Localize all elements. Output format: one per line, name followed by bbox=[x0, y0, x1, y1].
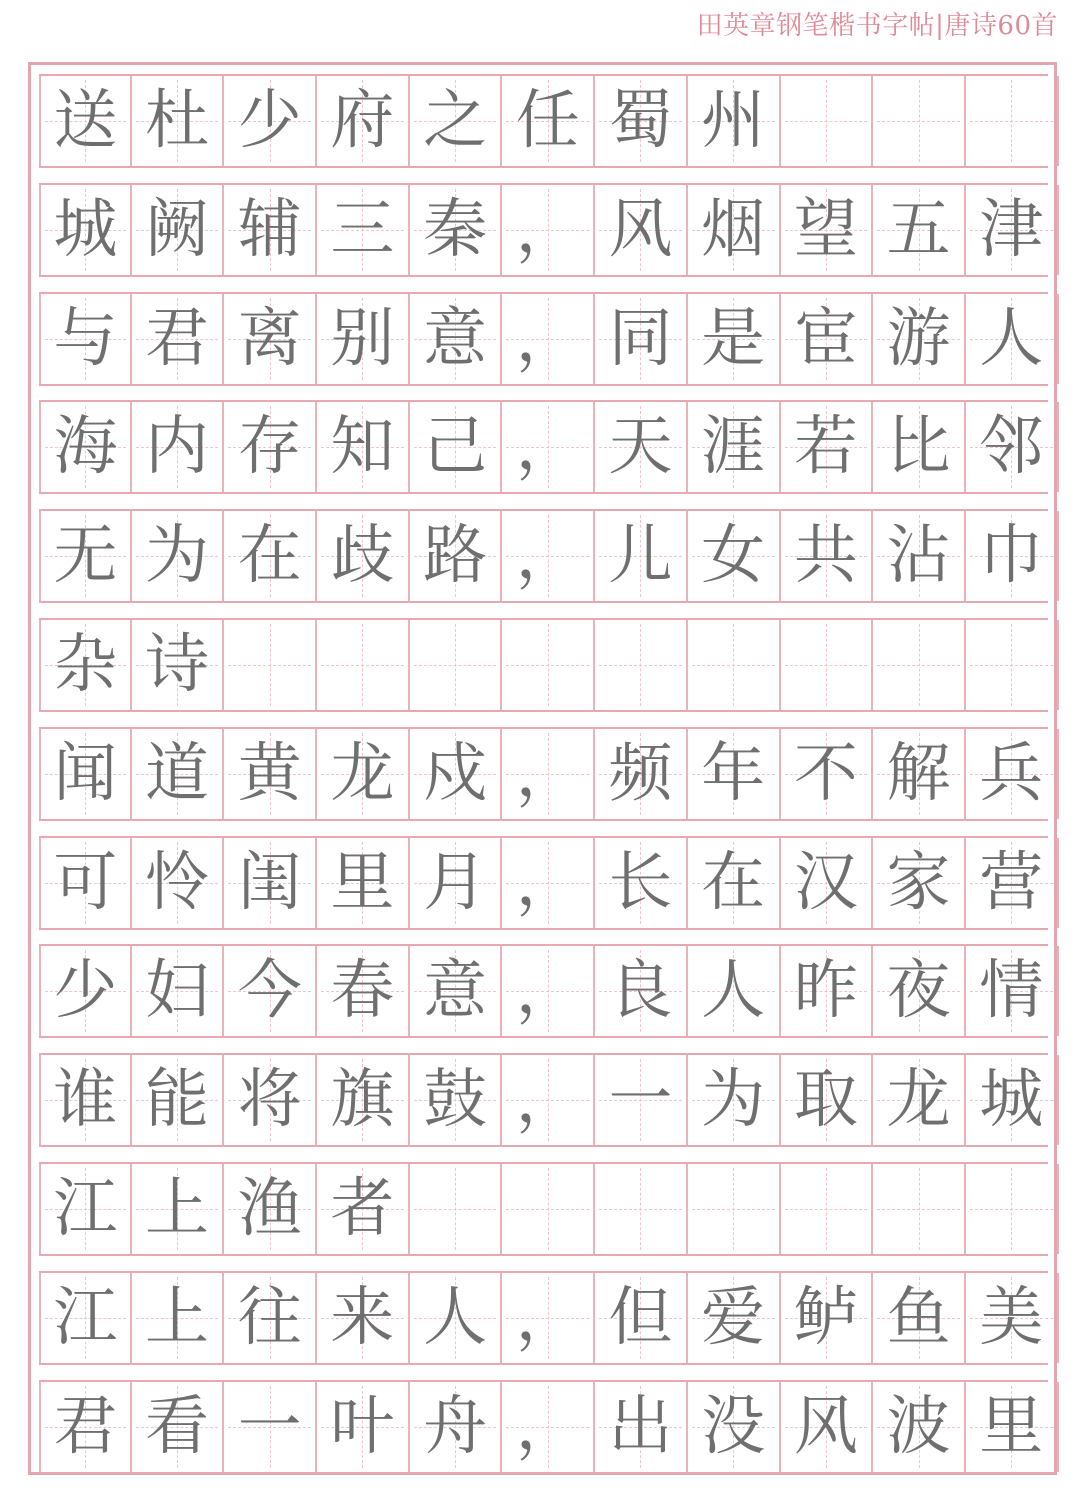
practice-character: ， bbox=[515, 519, 580, 594]
practice-character: 巾 bbox=[979, 519, 1044, 594]
grid-cell bbox=[410, 511, 503, 601]
practice-character: 月 bbox=[423, 845, 488, 920]
practice-character: 别 bbox=[330, 301, 395, 376]
practice-character: 波 bbox=[886, 1389, 951, 1464]
practice-character: 良 bbox=[608, 954, 673, 1029]
grid-cell bbox=[966, 946, 1059, 1036]
practice-character: 上 bbox=[145, 1280, 210, 1355]
grid-cell bbox=[781, 294, 874, 384]
practice-character: 君 bbox=[53, 1389, 118, 1464]
practice-character: 在 bbox=[701, 845, 766, 920]
grid-cell bbox=[688, 511, 781, 601]
grid-cell bbox=[39, 1382, 132, 1472]
grid-cell bbox=[502, 402, 595, 492]
grid-cell bbox=[595, 511, 688, 601]
grid-cell bbox=[132, 1164, 225, 1254]
grid-cell bbox=[688, 294, 781, 384]
practice-character: 为 bbox=[145, 519, 210, 594]
grid-cell bbox=[873, 946, 966, 1036]
grid-cell bbox=[966, 1382, 1059, 1472]
grid-cell bbox=[132, 402, 225, 492]
practice-character: 一 bbox=[608, 1063, 673, 1138]
practice-character: 妇 bbox=[145, 954, 210, 1029]
grid-cell bbox=[502, 1382, 595, 1472]
grid-cell bbox=[688, 402, 781, 492]
practice-character: 涯 bbox=[701, 410, 766, 485]
grid-row bbox=[39, 618, 1048, 712]
practice-character: 之 bbox=[423, 84, 488, 158]
grid-cell bbox=[595, 1164, 688, 1254]
practice-character: 共 bbox=[793, 519, 858, 594]
practice-character: ， bbox=[515, 192, 580, 267]
practice-character: 意 bbox=[423, 954, 488, 1029]
grid-cell bbox=[781, 1164, 874, 1254]
grid-cell bbox=[595, 402, 688, 492]
grid-cell bbox=[410, 185, 503, 275]
grid-cell bbox=[966, 1164, 1059, 1254]
practice-character: 君 bbox=[145, 301, 210, 376]
grid-cell bbox=[873, 1273, 966, 1363]
practice-character: 往 bbox=[237, 1280, 302, 1355]
practice-character: 任 bbox=[515, 84, 580, 158]
practice-character: 比 bbox=[886, 410, 951, 485]
grid-cell bbox=[688, 1273, 781, 1363]
practice-character: 蜀 bbox=[608, 84, 673, 158]
grid-cell bbox=[595, 838, 688, 928]
practice-character: 解 bbox=[886, 736, 951, 811]
grid-cell bbox=[132, 76, 225, 166]
practice-character: 为 bbox=[701, 1063, 766, 1138]
practice-character: 歧 bbox=[330, 519, 395, 594]
grid-cell bbox=[132, 511, 225, 601]
practice-character: 鲈 bbox=[793, 1280, 858, 1355]
grid-cell bbox=[132, 1382, 225, 1472]
practice-character: 鱼 bbox=[886, 1280, 951, 1355]
grid-cell bbox=[502, 294, 595, 384]
grid-cell bbox=[873, 1164, 966, 1254]
grid-cell bbox=[410, 402, 503, 492]
practice-character: 人 bbox=[701, 954, 766, 1029]
grid-cell bbox=[39, 620, 132, 710]
practice-character: 烟 bbox=[701, 192, 766, 267]
practice-character: ， bbox=[515, 410, 580, 485]
practice-character: 城 bbox=[979, 1063, 1044, 1138]
practice-character: 里 bbox=[979, 1389, 1044, 1464]
grid-cell bbox=[317, 1164, 410, 1254]
practice-character: 不 bbox=[793, 736, 858, 811]
practice-character: 津 bbox=[979, 192, 1044, 267]
practice-character: 邻 bbox=[979, 410, 1044, 485]
grid-cell bbox=[502, 620, 595, 710]
practice-character: 儿 bbox=[608, 519, 673, 594]
grid-row bbox=[39, 944, 1048, 1038]
practice-character: 道 bbox=[145, 736, 210, 811]
practice-character: 可 bbox=[53, 845, 118, 920]
grid-cell bbox=[132, 946, 225, 1036]
grid-cell bbox=[410, 838, 503, 928]
practice-character: 汉 bbox=[793, 845, 858, 920]
practice-character: 爱 bbox=[701, 1280, 766, 1355]
grid-cell bbox=[781, 511, 874, 601]
grid-cell bbox=[873, 1055, 966, 1145]
practice-character: 是 bbox=[701, 301, 766, 376]
grid-cell bbox=[873, 729, 966, 819]
practice-character: 长 bbox=[608, 845, 673, 920]
practice-character: 三 bbox=[330, 192, 395, 267]
grid-cell bbox=[132, 620, 225, 710]
grid-cell bbox=[317, 511, 410, 601]
practice-character: 府 bbox=[330, 84, 395, 158]
practice-character: 游 bbox=[886, 301, 951, 376]
page-header-title: 田英章钢笔楷书字帖|唐诗60首 bbox=[696, 11, 1058, 41]
grid-cell bbox=[595, 620, 688, 710]
practice-character: 闺 bbox=[237, 845, 302, 920]
grid-cell bbox=[39, 511, 132, 601]
grid-cell bbox=[966, 620, 1059, 710]
practice-character: 在 bbox=[237, 519, 302, 594]
grid-cell bbox=[410, 76, 503, 166]
grid-cell bbox=[502, 1055, 595, 1145]
grid-row bbox=[39, 74, 1048, 168]
practice-character: 天 bbox=[608, 410, 673, 485]
grid-cell bbox=[688, 1382, 781, 1472]
grid-cell bbox=[317, 1055, 410, 1145]
grid-cell bbox=[781, 402, 874, 492]
practice-character: 城 bbox=[53, 192, 118, 267]
grid-cell bbox=[39, 838, 132, 928]
grid-cell bbox=[781, 838, 874, 928]
grid-cell bbox=[410, 294, 503, 384]
grid-cell bbox=[502, 946, 595, 1036]
grid-cell bbox=[781, 946, 874, 1036]
practice-character: 己 bbox=[423, 410, 488, 485]
grid-cell bbox=[39, 946, 132, 1036]
grid-cell bbox=[224, 1055, 317, 1145]
practice-character: 存 bbox=[237, 410, 302, 485]
practice-character: 出 bbox=[608, 1389, 673, 1464]
practice-character: 年 bbox=[701, 736, 766, 811]
practice-character: 诗 bbox=[145, 628, 210, 702]
practice-character: 怜 bbox=[145, 845, 210, 920]
grid-cell bbox=[502, 185, 595, 275]
grid-cell bbox=[688, 838, 781, 928]
practice-grid-sheet bbox=[28, 62, 1057, 1475]
practice-character: 若 bbox=[793, 410, 858, 485]
practice-character: ， bbox=[515, 301, 580, 376]
practice-character: 杂 bbox=[53, 628, 118, 702]
grid-cell bbox=[224, 1164, 317, 1254]
grid-row bbox=[39, 183, 1048, 277]
practice-character: 州 bbox=[701, 84, 766, 158]
practice-character: 海 bbox=[53, 410, 118, 485]
grid-row bbox=[39, 1271, 1048, 1365]
practice-character: 沾 bbox=[886, 519, 951, 594]
grid-cell bbox=[224, 402, 317, 492]
grid-cell bbox=[317, 838, 410, 928]
grid-cell bbox=[873, 402, 966, 492]
practice-character: 内 bbox=[145, 410, 210, 485]
grid-cell bbox=[873, 76, 966, 166]
grid-cell bbox=[688, 1164, 781, 1254]
grid-cell bbox=[39, 76, 132, 166]
practice-character: 今 bbox=[237, 954, 302, 1029]
grid-cell bbox=[873, 294, 966, 384]
grid-cell bbox=[317, 402, 410, 492]
practice-character: 渔 bbox=[237, 1172, 302, 1246]
grid-cell bbox=[502, 838, 595, 928]
grid-cell bbox=[317, 185, 410, 275]
grid-cell bbox=[595, 1382, 688, 1472]
grid-cell bbox=[224, 511, 317, 601]
practice-character: 风 bbox=[608, 192, 673, 267]
practice-character: 美 bbox=[979, 1280, 1044, 1355]
grid-cell bbox=[224, 620, 317, 710]
practice-character: 离 bbox=[237, 301, 302, 376]
grid-cell bbox=[132, 1055, 225, 1145]
grid-cell bbox=[39, 185, 132, 275]
grid-row bbox=[39, 727, 1048, 821]
grid-cell bbox=[873, 838, 966, 928]
grid-cell bbox=[410, 946, 503, 1036]
grid-cell bbox=[966, 294, 1059, 384]
grid-cell bbox=[688, 76, 781, 166]
grid-row bbox=[39, 1162, 1048, 1256]
grid-cell bbox=[132, 729, 225, 819]
grid-cell bbox=[595, 76, 688, 166]
practice-character: 没 bbox=[701, 1389, 766, 1464]
grid-cell bbox=[132, 838, 225, 928]
grid-cell bbox=[966, 729, 1059, 819]
grid-cell bbox=[224, 838, 317, 928]
grid-cell bbox=[966, 185, 1059, 275]
practice-character: ， bbox=[515, 845, 580, 920]
grid-cell bbox=[595, 946, 688, 1036]
practice-character: 五 bbox=[886, 192, 951, 267]
practice-character: 江 bbox=[53, 1280, 118, 1355]
grid-row bbox=[39, 400, 1048, 494]
grid-cell bbox=[224, 185, 317, 275]
grid-cell bbox=[966, 511, 1059, 601]
practice-character: ， bbox=[515, 1280, 580, 1355]
grid-cell bbox=[781, 1382, 874, 1472]
practice-character: 能 bbox=[145, 1063, 210, 1138]
practice-character: 营 bbox=[979, 845, 1044, 920]
practice-character: 知 bbox=[330, 410, 395, 485]
practice-character: 叶 bbox=[330, 1389, 395, 1464]
practice-character: ， bbox=[515, 954, 580, 1029]
grid-cell bbox=[595, 1055, 688, 1145]
practice-character: 取 bbox=[793, 1063, 858, 1138]
grid-cell bbox=[595, 729, 688, 819]
grid-cell bbox=[224, 946, 317, 1036]
grid-cell bbox=[873, 511, 966, 601]
practice-character: 秦 bbox=[423, 192, 488, 267]
practice-character: 与 bbox=[53, 301, 118, 376]
practice-character: 龙 bbox=[886, 1063, 951, 1138]
grid-cell bbox=[502, 76, 595, 166]
grid-cell bbox=[39, 729, 132, 819]
grid-cell bbox=[410, 729, 503, 819]
grid-cell bbox=[688, 946, 781, 1036]
practice-character: 戍 bbox=[423, 736, 488, 811]
grid-row bbox=[39, 292, 1048, 386]
practice-character: 少 bbox=[53, 954, 118, 1029]
grid-cell bbox=[781, 1273, 874, 1363]
grid-cell bbox=[317, 1273, 410, 1363]
grid-cell bbox=[688, 185, 781, 275]
grid-cell bbox=[595, 294, 688, 384]
grid-cell bbox=[502, 729, 595, 819]
practice-character: 上 bbox=[145, 1172, 210, 1246]
grid-cell bbox=[502, 511, 595, 601]
grid-cell bbox=[317, 76, 410, 166]
practice-character: 宦 bbox=[793, 301, 858, 376]
practice-character: 龙 bbox=[330, 736, 395, 811]
grid-cell bbox=[873, 185, 966, 275]
grid-cell bbox=[502, 1164, 595, 1254]
practice-character: 人 bbox=[423, 1280, 488, 1355]
grid-cell bbox=[39, 1164, 132, 1254]
practice-character: 江 bbox=[53, 1172, 118, 1246]
grid-cell bbox=[966, 1055, 1059, 1145]
grid-cell bbox=[781, 620, 874, 710]
practice-character: 少 bbox=[237, 84, 302, 158]
grid-cell bbox=[781, 729, 874, 819]
practice-character: 昨 bbox=[793, 954, 858, 1029]
practice-character: 将 bbox=[237, 1063, 302, 1138]
practice-character: 旗 bbox=[330, 1063, 395, 1138]
practice-character: 人 bbox=[979, 301, 1044, 376]
practice-character: 鼓 bbox=[423, 1063, 488, 1138]
practice-character: 同 bbox=[608, 301, 673, 376]
practice-character: ， bbox=[515, 736, 580, 811]
grid-cell bbox=[132, 1273, 225, 1363]
grid-cell bbox=[39, 1273, 132, 1363]
grid-row bbox=[39, 836, 1048, 930]
practice-character: ， bbox=[515, 1389, 580, 1464]
practice-character: 杜 bbox=[145, 84, 210, 158]
practice-character: 阙 bbox=[145, 192, 210, 267]
grid-cell bbox=[966, 402, 1059, 492]
practice-character: 舟 bbox=[423, 1389, 488, 1464]
practice-character: 风 bbox=[793, 1389, 858, 1464]
grid-cell bbox=[224, 294, 317, 384]
practice-character: 情 bbox=[979, 954, 1044, 1029]
practice-character: 者 bbox=[330, 1172, 395, 1246]
grid-cell bbox=[502, 1273, 595, 1363]
grid-cell bbox=[595, 185, 688, 275]
grid-cell bbox=[410, 620, 503, 710]
practice-character: 但 bbox=[608, 1280, 673, 1355]
practice-character: 家 bbox=[886, 845, 951, 920]
grid-cell bbox=[410, 1055, 503, 1145]
grid-cell bbox=[224, 729, 317, 819]
grid-cell bbox=[781, 76, 874, 166]
grid-cell bbox=[595, 1273, 688, 1363]
grid-row bbox=[39, 1053, 1048, 1147]
practice-character: 望 bbox=[793, 192, 858, 267]
grid-cell bbox=[410, 1382, 503, 1472]
practice-character: 黄 bbox=[237, 736, 302, 811]
grid-cell bbox=[688, 729, 781, 819]
practice-character: 闻 bbox=[53, 736, 118, 811]
grid-cell bbox=[688, 1055, 781, 1145]
practice-character: ， bbox=[515, 1063, 580, 1138]
practice-character: 兵 bbox=[979, 736, 1044, 811]
grid-cell bbox=[132, 185, 225, 275]
grid-cell bbox=[966, 838, 1059, 928]
practice-character: 来 bbox=[330, 1280, 395, 1355]
practice-character: 夜 bbox=[886, 954, 951, 1029]
practice-character: 无 bbox=[53, 519, 118, 594]
grid-cell bbox=[781, 185, 874, 275]
grid-row bbox=[39, 509, 1048, 603]
grid-cell bbox=[39, 402, 132, 492]
practice-character: 意 bbox=[423, 301, 488, 376]
grid-cell bbox=[224, 1382, 317, 1472]
grid-row bbox=[39, 1380, 1048, 1474]
practice-character: 女 bbox=[701, 519, 766, 594]
grid-cell bbox=[132, 294, 225, 384]
practice-character: 路 bbox=[423, 519, 488, 594]
grid-cell bbox=[317, 946, 410, 1036]
grid-cell bbox=[224, 1273, 317, 1363]
practice-character: 一 bbox=[237, 1389, 302, 1464]
practice-character: 里 bbox=[330, 845, 395, 920]
grid-cell bbox=[39, 1055, 132, 1145]
grid-cell bbox=[410, 1273, 503, 1363]
grid-cell bbox=[317, 1382, 410, 1472]
grid-cell bbox=[966, 76, 1059, 166]
grid-cell bbox=[317, 620, 410, 710]
grid-cell bbox=[873, 620, 966, 710]
practice-character: 看 bbox=[145, 1389, 210, 1464]
practice-character: 春 bbox=[330, 954, 395, 1029]
grid-cell bbox=[688, 620, 781, 710]
grid-cell bbox=[317, 729, 410, 819]
practice-character: 辅 bbox=[237, 192, 302, 267]
grid-cell bbox=[966, 1273, 1059, 1363]
grid-cell bbox=[873, 1382, 966, 1472]
grid-cell bbox=[410, 1164, 503, 1254]
practice-character: 送 bbox=[53, 84, 118, 158]
practice-character: 频 bbox=[608, 736, 673, 811]
grid-cell bbox=[224, 76, 317, 166]
grid-cell bbox=[39, 294, 132, 384]
practice-character: 谁 bbox=[53, 1063, 118, 1138]
grid-cell bbox=[317, 294, 410, 384]
grid-cell bbox=[781, 1055, 874, 1145]
